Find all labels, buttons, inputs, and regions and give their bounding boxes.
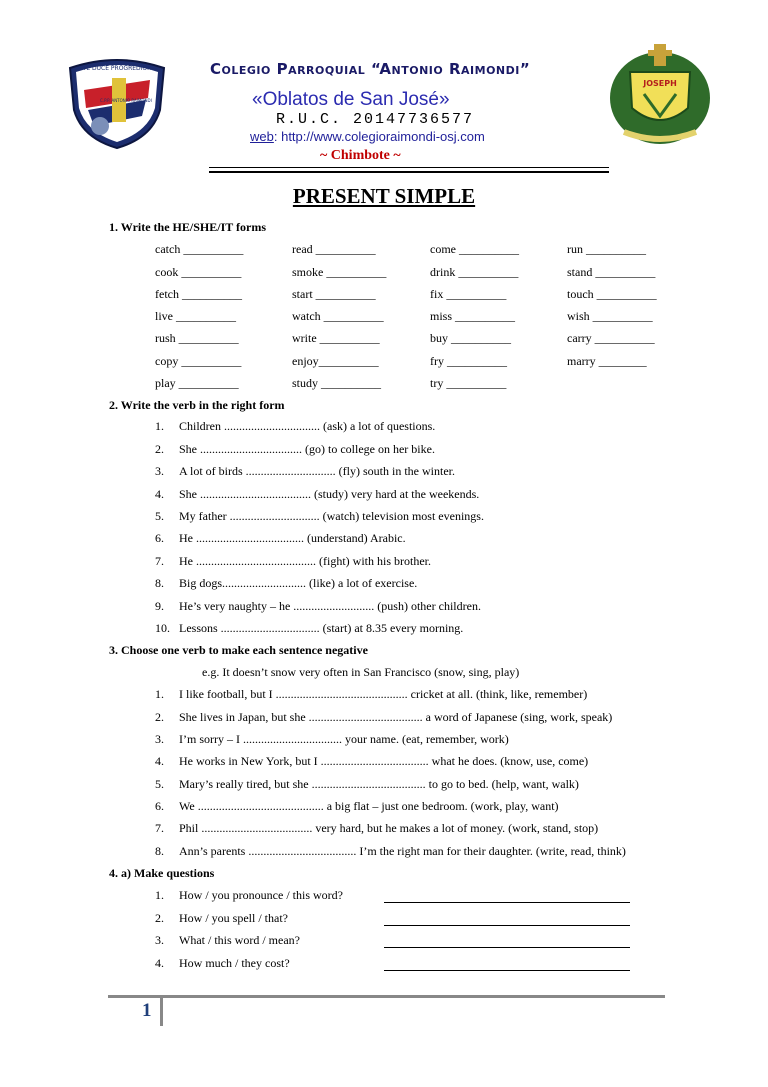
item-number: 5. xyxy=(155,777,164,791)
verb-cell: enjoy__________ xyxy=(292,354,379,368)
answer-line[interactable] xyxy=(384,902,630,903)
verb-cell: carry __________ xyxy=(567,331,655,345)
item-number: 3. xyxy=(155,464,164,478)
item-number: 3. xyxy=(155,933,164,947)
verb-cell: study __________ xyxy=(292,376,382,390)
exercise-sentence: Ann’s parents .................................... I’m the right man for their daughter. (write, read, think) xyxy=(179,844,626,858)
section4-heading: 4. a) Make questions xyxy=(109,866,215,880)
verb-cell: fetch __________ xyxy=(155,287,242,301)
item-number: 1. xyxy=(155,419,164,433)
question-prompt: How / you spell / that? xyxy=(179,911,288,925)
question-prompt: How / you pronounce / this word? xyxy=(179,888,343,902)
verb-cell: come __________ xyxy=(430,242,519,256)
item-number: 8. xyxy=(155,576,164,590)
exercise-sentence: He ........................................ (fight) with his brother. xyxy=(179,554,431,568)
verb-cell: copy __________ xyxy=(155,354,242,368)
section2-heading: 2. Write the verb in the right form xyxy=(109,398,285,412)
exercise-sentence: Big dogs............................ (like) a lot of exercise. xyxy=(179,576,418,590)
answer-line[interactable] xyxy=(384,970,630,971)
footer-divider xyxy=(108,995,665,998)
item-number: 1. xyxy=(155,888,164,902)
ruc-number: R.U.C. 20147736577 xyxy=(276,111,475,128)
item-number: 4. xyxy=(155,754,164,768)
answer-line[interactable] xyxy=(384,947,630,948)
exercise-sentence: He .................................... (understand) Arabic. xyxy=(179,531,406,545)
verb-cell: play __________ xyxy=(155,376,239,390)
header-divider xyxy=(209,167,609,168)
page-title: PRESENT SIMPLE xyxy=(292,184,476,208)
verb-cell: run __________ xyxy=(567,242,646,256)
verb-cell: marry ________ xyxy=(567,354,647,368)
exercise-sentence: My father .............................. (watch) television most evenings. xyxy=(179,509,484,523)
footer-vertical-bar xyxy=(160,996,163,1026)
question-prompt: How much / they cost? xyxy=(179,956,290,970)
answer-line[interactable] xyxy=(384,925,630,926)
verb-cell: smoke __________ xyxy=(292,265,387,279)
section1-heading: 1. Write the HE/SHE/IT forms xyxy=(109,220,267,234)
item-number: 2. xyxy=(155,442,164,456)
verb-cell: buy __________ xyxy=(430,331,511,345)
item-number: 10. xyxy=(155,621,170,635)
verb-cell: catch __________ xyxy=(155,242,244,256)
verb-cell: wish __________ xyxy=(567,309,653,323)
question-prompt: What / this word / mean? xyxy=(179,933,300,947)
item-number: 4. xyxy=(155,487,164,501)
exercise-sentence: Children ................................ (ask) a lot of questions. xyxy=(179,419,436,433)
item-number: 5. xyxy=(155,509,164,523)
section3-example: e.g. It doesn’t snow very often in San Francisco (snow, sing, play) xyxy=(202,665,520,679)
item-number: 8. xyxy=(155,844,164,858)
exercise-sentence: I like football, but I ............................................ cricket at all. (think, like, remember) xyxy=(179,687,588,701)
verb-cell: cook __________ xyxy=(155,265,242,279)
exercise-sentence: She lives in Japan, but she ...................................... a word of Japanese (sing, work, speak) xyxy=(179,710,613,724)
exercise-sentence: I’m sorry – I ................................. your name. (eat, remember, work) xyxy=(179,732,509,746)
motto-text: TE DUCE PROGREDIOR xyxy=(82,65,152,72)
item-number: 6. xyxy=(155,799,164,813)
verb-cell: start __________ xyxy=(292,287,376,301)
website-line xyxy=(250,129,485,144)
verb-cell: try __________ xyxy=(430,376,507,390)
item-number: 3. xyxy=(155,732,164,746)
exercise-sentence: Lessons ................................. (start) at 8.35 every morning. xyxy=(179,621,464,635)
item-number: 7. xyxy=(155,554,164,568)
exercise-sentence: A lot of birds .............................. (fly) south in the winter. xyxy=(179,464,455,478)
verb-cell: fry __________ xyxy=(430,354,507,368)
school-subtitle: «Oblatos de San José» xyxy=(252,89,450,110)
verb-cell: miss __________ xyxy=(430,309,516,323)
header-divider-thick xyxy=(209,171,609,173)
josephine-crest-logo xyxy=(604,36,716,148)
crest-text: JOSEPH xyxy=(643,79,677,88)
page-number: 1 xyxy=(142,1000,152,1021)
city-text: ~ Chimbote ~ xyxy=(320,148,401,163)
school-name: Colegio Parroquial “Antonio Raimondi” xyxy=(210,60,531,78)
verb-cell: fix __________ xyxy=(430,287,507,301)
verb-cell: read __________ xyxy=(292,242,376,256)
exercise-sentence: He’s very naughty – he ........................... (push) other children. xyxy=(179,599,481,613)
verb-cell: live __________ xyxy=(155,309,236,323)
item-number: 4. xyxy=(155,956,164,970)
exercise-sentence: Mary’s really tired, but she ...................................... to go to bed. (help, want, walk) xyxy=(179,777,579,791)
item-number: 9. xyxy=(155,599,164,613)
verb-cell: watch __________ xyxy=(292,309,384,323)
verb-cell: stand __________ xyxy=(567,265,656,279)
section3-heading: 3. Choose one verb to make each sentence negative xyxy=(109,643,368,657)
verb-cell: touch __________ xyxy=(567,287,657,301)
exercise-sentence: We .......................................... a big flat – just one bedroom. (work, play, want) xyxy=(179,799,559,813)
web-url[interactable]: : http://www.colegioraimondi-osj.com xyxy=(273,129,485,144)
exercise-sentence: She ..................................... (study) very hard at the weekends. xyxy=(179,487,480,501)
item-number: 2. xyxy=(155,911,164,925)
web-label[interactable]: web xyxy=(250,129,274,144)
verb-cell: rush __________ xyxy=(155,331,239,345)
exercise-sentence: She .................................. (go) to college on her bike. xyxy=(179,442,435,456)
exercise-sentence: Phil ..................................... very hard, but he makes a lot of money. (work, stand, stop) xyxy=(179,821,599,835)
item-number: 2. xyxy=(155,710,164,724)
verb-cell: write __________ xyxy=(292,331,380,345)
school-shield-logo xyxy=(62,50,172,150)
verb-cell: drink __________ xyxy=(430,265,519,279)
item-number: 1. xyxy=(155,687,164,701)
item-number: 7. xyxy=(155,821,164,835)
school-initials-text: C.P.P. ANTONIO RAIMONDI xyxy=(100,98,152,103)
exercise-sentence: He works in New York, but I .................................... what he does. (know, use, come) xyxy=(179,754,589,768)
item-number: 6. xyxy=(155,531,164,545)
